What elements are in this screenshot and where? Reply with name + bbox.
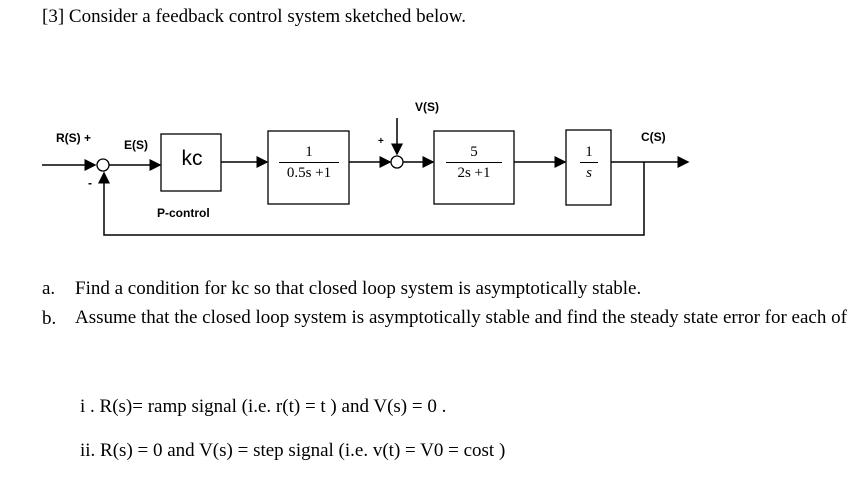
output-label: C(S) — [641, 130, 666, 144]
block1-denominator: 0.5s +1 — [286, 165, 332, 181]
problem-heading: [3] Consider a feedback control system sketched below. — [42, 6, 467, 27]
block2-fraction — [446, 143, 502, 182]
question-b-marker: b. — [42, 308, 57, 329]
summing-junction-1 — [97, 159, 109, 171]
controller-gain: kc — [181, 147, 203, 170]
question-b-text: Assume that the closed loop system is asymptotically stable and find the steady state error for each of — [75, 307, 847, 328]
disturbance-plus: + — [378, 136, 384, 147]
block3-numerator: 1 — [585, 144, 593, 160]
controller-caption: P-control — [157, 206, 210, 220]
question-a-text: Find a condition for kc so that closed loop system is asymptotically stable. — [75, 278, 642, 299]
block1-fraction — [279, 143, 339, 182]
summing-junction-2 — [391, 156, 403, 168]
minus-sign: - — [88, 176, 92, 190]
block1-numerator: 1 — [305, 144, 313, 160]
block2-numerator: 5 — [470, 144, 478, 160]
question-a-marker: a. — [42, 278, 56, 299]
input-label: R(S) + — [56, 131, 92, 145]
disturbance-label: V(S) — [415, 100, 439, 114]
error-label: E(S) — [124, 138, 148, 152]
block3-fraction — [580, 143, 598, 182]
sub-question-i: i . R(s)= ramp signal (i.e. r(t) = t ) and V(s) = 0 . — [80, 396, 447, 417]
sub-question-ii: ii. R(s) = 0 and V(s) = step signal (i.e. v(t) = V0 = cost ) — [80, 440, 506, 461]
block3-denominator: s — [586, 165, 592, 181]
block2-denominator: 2s +1 — [457, 165, 491, 181]
